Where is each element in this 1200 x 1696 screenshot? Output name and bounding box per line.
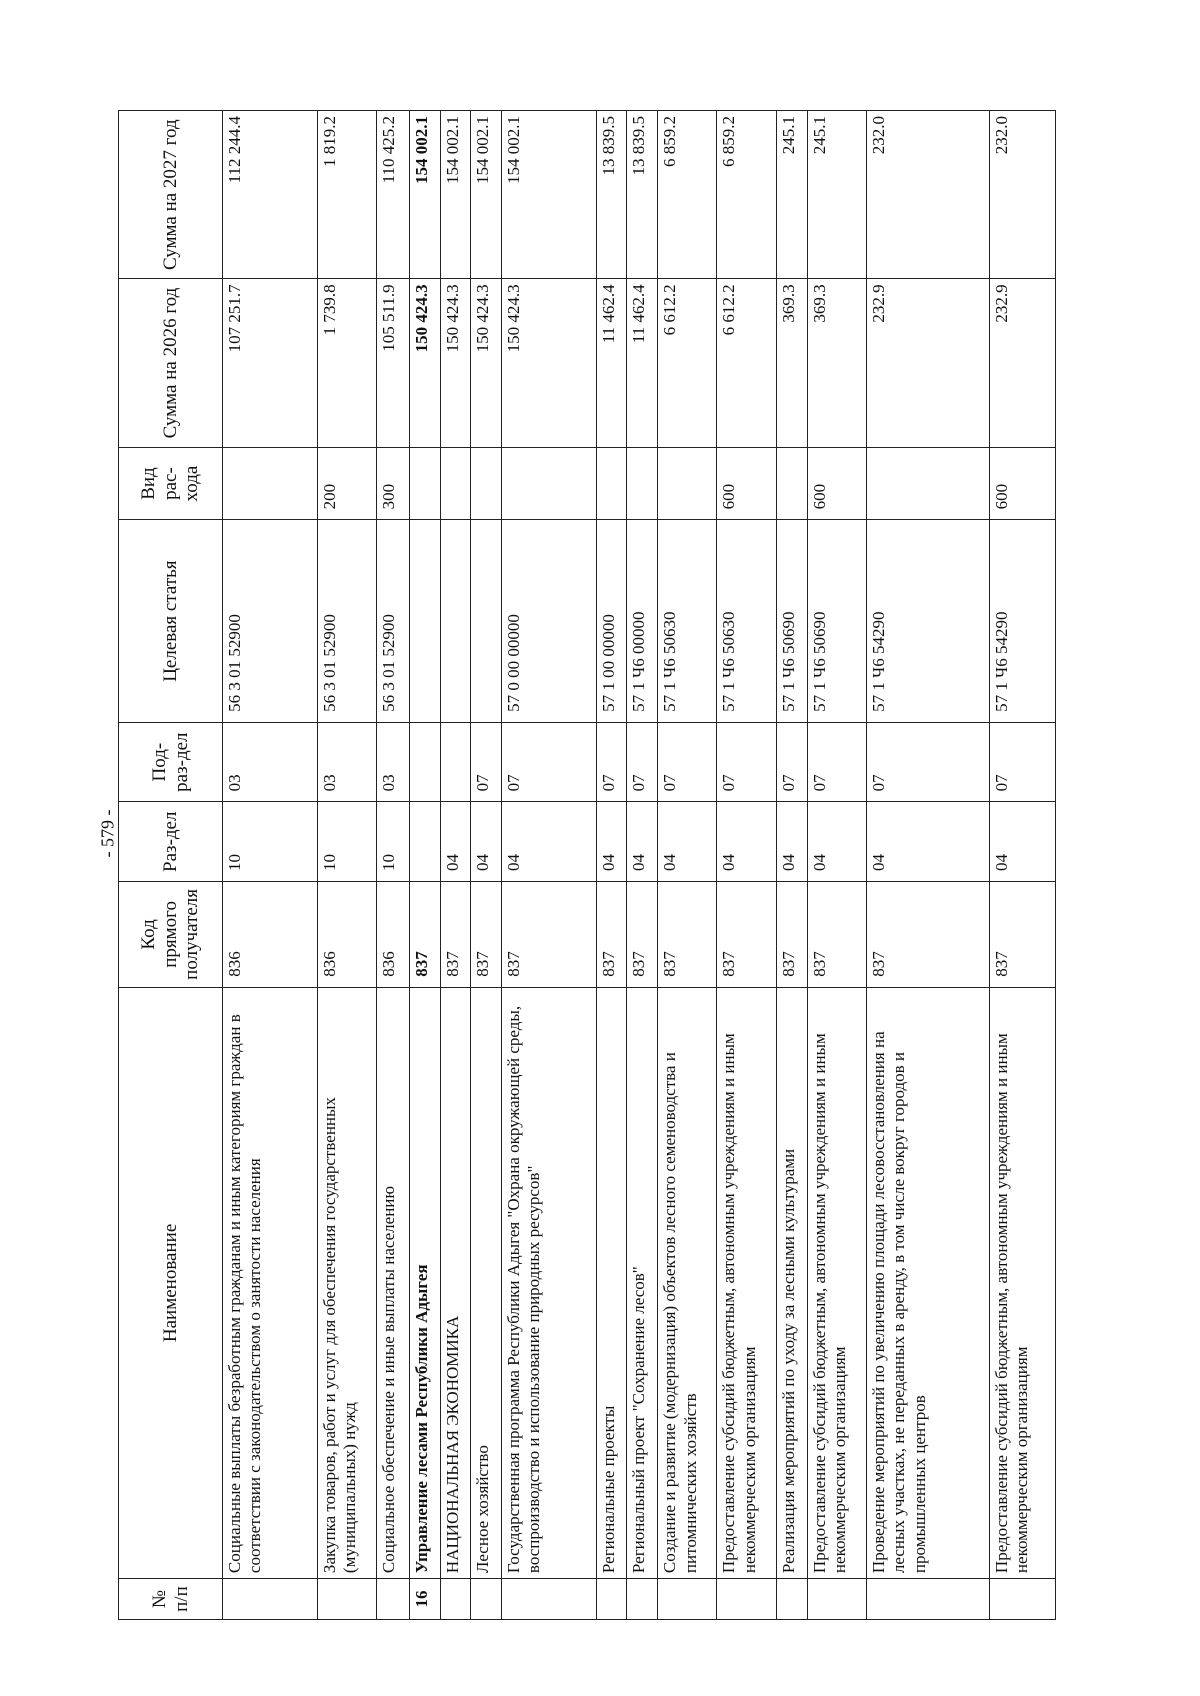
table-body xyxy=(223,111,1056,1620)
row-sum-2027: 245.1 xyxy=(807,111,866,279)
row-name: Закупка товаров, работ и услуг для обеспечения государственных (муниципальных) нужд xyxy=(317,987,376,1578)
budget-table-frame xyxy=(118,110,1056,1620)
row-expense-type xyxy=(627,447,658,520)
row-subsection: 07 xyxy=(471,722,502,802)
row-expense-type: 600 xyxy=(807,447,866,520)
col-header-no: № п/п xyxy=(119,1579,223,1620)
row-subsection: 07 xyxy=(866,722,989,802)
budget-table xyxy=(118,110,1056,1620)
row-number xyxy=(223,1579,318,1620)
row-recipient-code: 837 xyxy=(776,882,807,988)
row-name: Предоставление субсидий бюджетным, автономным учреждениям и иным некоммерческим организациям xyxy=(807,987,866,1578)
col-header-sum-2026: Сумма на 2026 год xyxy=(119,279,223,447)
row-sum-2026: 369.3 xyxy=(776,279,807,447)
row-recipient-code: 836 xyxy=(223,882,318,988)
row-sum-2026: 150 424.3 xyxy=(471,279,502,447)
row-expense-type xyxy=(866,447,989,520)
row-section: 04 xyxy=(440,802,471,882)
row-sum-2027: 1 819.2 xyxy=(317,111,376,279)
row-name: Региональные проекты xyxy=(596,987,627,1578)
table-row xyxy=(223,111,318,1620)
row-subsection: 03 xyxy=(317,722,376,802)
row-number xyxy=(376,1579,409,1620)
row-name: Лесное хозяйство xyxy=(471,987,502,1578)
row-target-article: 57 1 Ч6 54290 xyxy=(866,520,989,722)
row-section: 04 xyxy=(596,802,627,882)
row-recipient-code: 837 xyxy=(989,882,1055,988)
row-expense-type xyxy=(223,447,318,520)
row-recipient-code: 837 xyxy=(471,882,502,988)
row-number xyxy=(989,1579,1055,1620)
row-number xyxy=(776,1579,807,1620)
row-subsection: 07 xyxy=(627,722,658,802)
row-subsection: 07 xyxy=(717,722,776,802)
row-number xyxy=(866,1579,989,1620)
row-sum-2027: 6 859.2 xyxy=(658,111,717,279)
row-target-article: 57 1 Ч6 00000 xyxy=(627,520,658,722)
row-sum-2026: 11 462.4 xyxy=(627,279,658,447)
table-row xyxy=(440,111,471,1620)
col-header-recipient: Код прямого получателя xyxy=(119,882,223,988)
row-number xyxy=(317,1579,376,1620)
row-subsection xyxy=(409,722,440,802)
table-row xyxy=(596,111,627,1620)
col-header-name: Наименование xyxy=(119,987,223,1578)
row-sum-2026: 6 612.2 xyxy=(658,279,717,447)
row-section: 10 xyxy=(317,802,376,882)
row-number xyxy=(440,1579,471,1620)
row-name: Управление лесами Республики Адыгея xyxy=(409,987,440,1578)
row-sum-2027: 154 002.1 xyxy=(409,111,440,279)
row-expense-type: 300 xyxy=(376,447,409,520)
row-subsection: 07 xyxy=(596,722,627,802)
row-sum-2027: 245.1 xyxy=(776,111,807,279)
row-number xyxy=(596,1579,627,1620)
col-header-target: Целевая статья xyxy=(119,520,223,722)
row-target-article xyxy=(471,520,502,722)
row-name: Проведение мероприятий по увеличению площади лесовосстановления на лесных участках, не переданных в аренду, в том числе вокруг городов и промышленных центров xyxy=(866,987,989,1578)
row-sum-2026: 369.3 xyxy=(807,279,866,447)
row-number xyxy=(502,1579,597,1620)
row-expense-type xyxy=(776,447,807,520)
table-row xyxy=(627,111,658,1620)
row-number xyxy=(658,1579,717,1620)
row-section: 04 xyxy=(627,802,658,882)
row-sum-2026: 150 424.3 xyxy=(502,279,597,447)
row-sum-2026: 6 612.2 xyxy=(717,279,776,447)
row-name: Социальные выплаты безработным гражданам и иным категориям граждан в соответствии с законодательством о занятости населения xyxy=(223,987,318,1578)
row-sum-2026: 150 424.3 xyxy=(440,279,471,447)
row-expense-type: 600 xyxy=(717,447,776,520)
row-sum-2027: 6 859.2 xyxy=(717,111,776,279)
row-number xyxy=(471,1579,502,1620)
row-section: 04 xyxy=(717,802,776,882)
table-row xyxy=(409,111,440,1620)
row-target-article: 57 1 Ч6 50630 xyxy=(717,520,776,722)
row-recipient-code: 837 xyxy=(807,882,866,988)
row-target-article xyxy=(440,520,471,722)
row-target-article: 57 1 Ч6 50630 xyxy=(658,520,717,722)
row-name: Предоставление субсидий бюджетным, автономным учреждениям и иным некоммерческим организациям xyxy=(717,987,776,1578)
row-sum-2027: 232.0 xyxy=(866,111,989,279)
row-sum-2027: 13 839.5 xyxy=(596,111,627,279)
row-sum-2026: 232.9 xyxy=(989,279,1055,447)
page-number: - 579 - xyxy=(97,809,118,858)
row-subsection: 07 xyxy=(807,722,866,802)
table-row xyxy=(658,111,717,1620)
row-sum-2026: 107 251.7 xyxy=(223,279,318,447)
row-subsection xyxy=(440,722,471,802)
row-expense-type: 200 xyxy=(317,447,376,520)
row-number xyxy=(807,1579,866,1620)
row-target-article: 57 1 Ч6 50690 xyxy=(776,520,807,722)
row-subsection: 07 xyxy=(776,722,807,802)
row-sum-2026: 1 739.8 xyxy=(317,279,376,447)
row-number xyxy=(627,1579,658,1620)
row-expense-type: 600 xyxy=(989,447,1055,520)
table-row xyxy=(807,111,866,1620)
row-recipient-code: 837 xyxy=(717,882,776,988)
header-row xyxy=(119,111,223,1620)
row-sum-2026: 150 424.3 xyxy=(409,279,440,447)
row-subsection: 03 xyxy=(223,722,318,802)
row-section: 04 xyxy=(658,802,717,882)
table-row xyxy=(717,111,776,1620)
row-name: НАЦИОНАЛЬНАЯ ЭКОНОМИКА xyxy=(440,987,471,1578)
row-target-article: 57 1 Ч6 50690 xyxy=(807,520,866,722)
row-recipient-code: 837 xyxy=(440,882,471,988)
table-row xyxy=(502,111,597,1620)
row-target-article: 57 0 00 00000 xyxy=(502,520,597,722)
row-name: Реализация мероприятий по уходу за лесными культурами xyxy=(776,987,807,1578)
col-header-expense-type: Вид рас-хода xyxy=(119,447,223,520)
row-number xyxy=(717,1579,776,1620)
row-recipient-code: 837 xyxy=(596,882,627,988)
row-name: Создание и развитие (модернизация) объектов лесного семеноводства и питомнических хозяйств xyxy=(658,987,717,1578)
row-name: Социальное обеспечение и иные выплаты населению xyxy=(376,987,409,1578)
row-sum-2027: 110 425.2 xyxy=(376,111,409,279)
row-section: 04 xyxy=(502,802,597,882)
row-expense-type xyxy=(471,447,502,520)
row-recipient-code: 837 xyxy=(658,882,717,988)
row-target-article xyxy=(409,520,440,722)
row-target-article: 57 1 00 00000 xyxy=(596,520,627,722)
table-row xyxy=(866,111,989,1620)
row-sum-2027: 112 244.4 xyxy=(223,111,318,279)
row-recipient-code: 836 xyxy=(376,882,409,988)
row-sum-2027: 154 002.1 xyxy=(471,111,502,279)
row-sum-2027: 154 002.1 xyxy=(502,111,597,279)
row-target-article: 56 3 01 52900 xyxy=(317,520,376,722)
table-row xyxy=(471,111,502,1620)
row-name: Государственная программа Республики Адыгея "Охрана окружающей среды, воспроизводство и использование природных ресурсов" xyxy=(502,987,597,1578)
row-recipient-code: 837 xyxy=(409,882,440,988)
row-subsection: 03 xyxy=(376,722,409,802)
row-section: 10 xyxy=(376,802,409,882)
row-name: Предоставление субсидий бюджетным, автономным учреждениям и иным некоммерческим организациям xyxy=(989,987,1055,1578)
row-recipient-code: 837 xyxy=(502,882,597,988)
col-header-sum-2027: Сумма на 2027 год xyxy=(119,111,223,279)
row-subsection: 07 xyxy=(658,722,717,802)
row-number: 16 xyxy=(409,1579,440,1620)
row-sum-2027: 13 839.5 xyxy=(627,111,658,279)
row-recipient-code: 837 xyxy=(627,882,658,988)
row-section: 04 xyxy=(776,802,807,882)
row-expense-type xyxy=(502,447,597,520)
row-expense-type xyxy=(409,447,440,520)
row-target-article: 56 3 01 52900 xyxy=(376,520,409,722)
row-expense-type xyxy=(596,447,627,520)
row-name: Региональный проект "Сохранение лесов" xyxy=(627,987,658,1578)
row-sum-2027: 232.0 xyxy=(989,111,1055,279)
row-target-article: 56 3 01 52900 xyxy=(223,520,318,722)
table-row xyxy=(989,111,1055,1620)
row-sum-2026: 232.9 xyxy=(866,279,989,447)
table-row xyxy=(376,111,409,1620)
table-row xyxy=(317,111,376,1620)
row-section: 04 xyxy=(989,802,1055,882)
row-sum-2026: 11 462.4 xyxy=(596,279,627,447)
col-header-section: Раз-дел xyxy=(119,802,223,882)
row-sum-2027: 154 002.1 xyxy=(440,111,471,279)
col-header-subsection: Под-раз-дел xyxy=(119,722,223,802)
row-section xyxy=(409,802,440,882)
row-section: 04 xyxy=(807,802,866,882)
row-subsection: 07 xyxy=(989,722,1055,802)
row-target-article: 57 1 Ч6 54290 xyxy=(989,520,1055,722)
row-recipient-code: 837 xyxy=(866,882,989,988)
row-section: 04 xyxy=(471,802,502,882)
row-expense-type xyxy=(440,447,471,520)
row-recipient-code: 836 xyxy=(317,882,376,988)
row-subsection: 07 xyxy=(502,722,597,802)
row-expense-type xyxy=(658,447,717,520)
row-sum-2026: 105 511.9 xyxy=(376,279,409,447)
table-row xyxy=(776,111,807,1620)
row-section: 10 xyxy=(223,802,318,882)
row-section: 04 xyxy=(866,802,989,882)
